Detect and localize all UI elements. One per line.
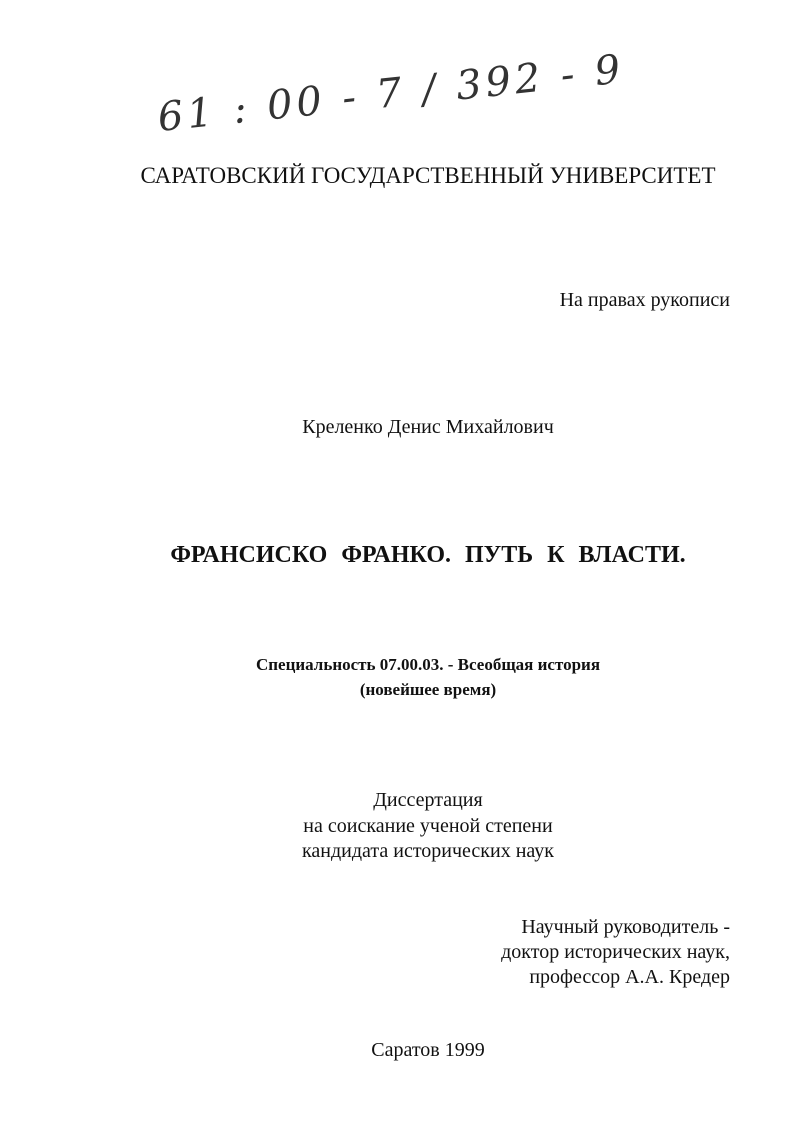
rights-note: На правах рукописи bbox=[559, 289, 730, 311]
specialty-subline: (новейшее время) bbox=[359, 680, 497, 699]
degree-line: на соискание ученой степени bbox=[303, 815, 553, 837]
supervisor-label: Научный руководитель - bbox=[521, 916, 730, 938]
specialty-line: Специальность 07.00.03. - Всеобщая история bbox=[255, 655, 601, 674]
dissertation-title: ФРАНСИСКО ФРАНКО. ПУТЬ К ВЛАСТИ. bbox=[170, 542, 686, 568]
dissertation-label: Диссертация bbox=[373, 789, 483, 811]
supervisor-degree: доктор исторических наук, bbox=[501, 941, 730, 963]
author-name: Креленко Денис Михайлович bbox=[302, 416, 554, 438]
degree-field: кандидата исторических наук bbox=[301, 840, 555, 862]
handwritten-catalog-number: 61 : 00 - 7 / 392 - 9 bbox=[155, 46, 627, 141]
place-year: Саратов 1999 bbox=[371, 1039, 485, 1061]
university-name: САРАТОВСКИЙ ГОСУДАРСТВЕННЫЙ УНИВЕРСИТЕТ bbox=[140, 163, 716, 188]
supervisor-name: профессор А.А. Кредер bbox=[529, 966, 730, 988]
